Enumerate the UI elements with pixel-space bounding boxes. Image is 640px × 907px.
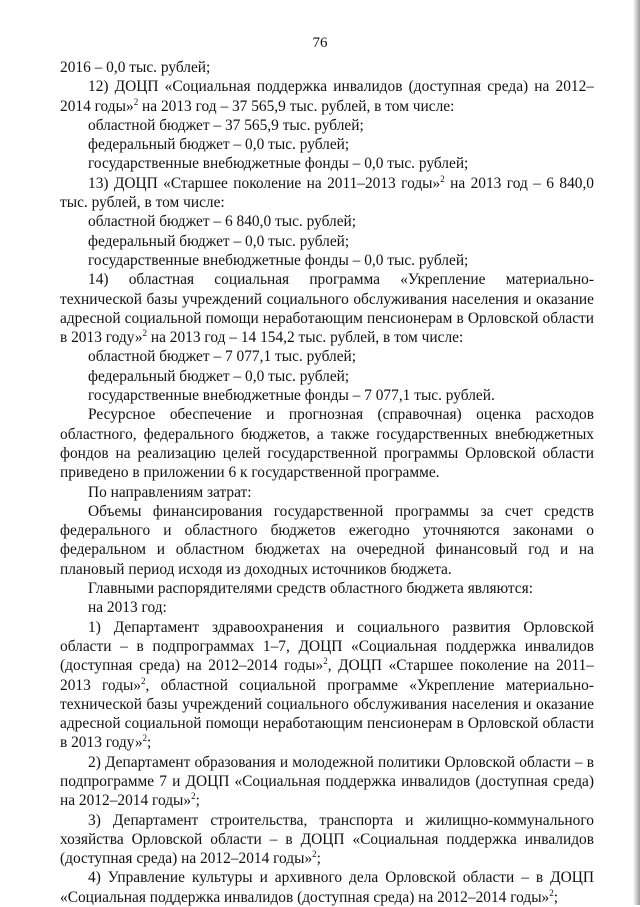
footnote-marker: 2 xyxy=(142,328,148,339)
paragraph: 2016 – 0,0 тыс. рублей; xyxy=(60,59,211,76)
paragraph: 1) Департамент здравоохранения и социального развития Орловской области – в подпрограммах 1–7, ДОЦП «Социальная поддержка инвалидов (доступная среда) на 2012–2014 годы»$^2$, ДОЦП «Старшее поколение на 2011–2013 годы»$^2$, областной социальной программе «Укрепление материально-технической базы учреждений социального обслуживания населения и оказание адресной социальной помощи неработающим пенсионерам в Орловской области в 2013 году»$^2$; xyxy=(60,618,595,752)
paragraph: 3) Департамент строительства, транспорта и жилищно-коммунального хозяйства Орловской области – в ДОЦП «Социальная поддержка инвалидов (доступная среда) на 2012–2014 годы»$^2$; xyxy=(60,811,594,868)
paragraph: Главными распорядителями средств областного бюджета являются: xyxy=(88,580,533,598)
footnote-marker: 2 xyxy=(440,173,445,184)
paragraph: 12) ДОЦП «Социальная поддержка инвалидов (доступная среда) на 2012–2014 годы»$^2$ на 2013 год – 37 565,9 тыс. рублей, в том числе: xyxy=(60,78,594,115)
page-number: 76 xyxy=(312,35,328,51)
paragraph: 4) Управление культуры и архивного дела Орловской области – в ДОЦП «Социальная поддержка инвалидов (доступная среда) на 2012–2014 годы»$^2$; xyxy=(60,869,594,906)
paragraph: 14) областная социальная программа «Укрепление материально-технической базы учреждений социального обслуживания населения и оказание адресной социальной помощи неработающим пенсионерам в Орловской области в 2013 году»$^2$ на 2013 год – 14 154,2 тыс. рублей, в том числе: xyxy=(60,271,594,347)
paragraph: Объемы финансирования государственной программы за счет средств федерального и областного бюджетов ежегодно уточняются законами о федеральном и областном бюджетах на очередной финансовый год и на плановый период исходя из доходных источников бюджета. xyxy=(60,502,594,578)
footnote-marker: 2 xyxy=(133,96,139,107)
footnote-marker: 2 xyxy=(191,791,196,802)
paragraph: областной бюджет – 37 565,9 тыс. рублей; xyxy=(88,116,364,134)
paragraph: государственные внебюджетные фонды – 7 077,1 тыс. рублей. xyxy=(88,387,495,405)
paragraph: Ресурсное обеспечение и прогнозная (справочная) оценка расходов областного, федерального бюджетов, а также государственных внебюджетных фондов на реализацию целей государственной программы Орловской области приведено в приложении 6 к государственной программе. xyxy=(60,406,594,482)
paragraph: федеральный бюджет – 0,0 тыс. рублей; xyxy=(88,367,350,385)
footnote-marker: 2 xyxy=(323,656,328,667)
paragraph: федеральный бюджет – 0,0 тыс. рублей; xyxy=(88,136,350,154)
footnote-marker: 2 xyxy=(142,733,148,744)
footnote-marker: 2 xyxy=(549,887,554,898)
paragraph: на 2013 год: xyxy=(88,599,167,617)
paragraph: государственные внебюджетные фонды – 0,0 тыс. рублей; xyxy=(88,155,469,173)
page-body xyxy=(60,58,594,907)
paragraph: областной бюджет – 7 077,1 тыс. рублей; xyxy=(88,348,357,366)
paragraph: 13) ДОЦП «Старшее поколение на 2011–2013 годы»$^2$ на 2013 год – 6 840,0 тыс. рублей, в том числе: xyxy=(60,173,594,212)
paragraph: 2) Департамент образования и молодежной политики Орловской области – в подпрограмме 7 и ДОЦП «Социальная поддержка инвалидов (доступная среда) на 2012–2014 годы»$^2$; xyxy=(60,753,594,810)
footnote-marker: 2 xyxy=(312,849,317,860)
paragraph: государственные внебюджетные фонды – 0,0 тыс. рублей; xyxy=(88,251,469,269)
paragraph: областной бюджет – 6 840,0 тыс. рублей; xyxy=(88,213,357,231)
paragraph: По направлениям затрат: xyxy=(88,483,252,501)
footnote-marker: 2 xyxy=(141,675,146,686)
scan-edge-shadow xyxy=(633,0,640,905)
paragraph: федеральный бюджет – 0,0 тыс. рублей; xyxy=(88,232,350,250)
